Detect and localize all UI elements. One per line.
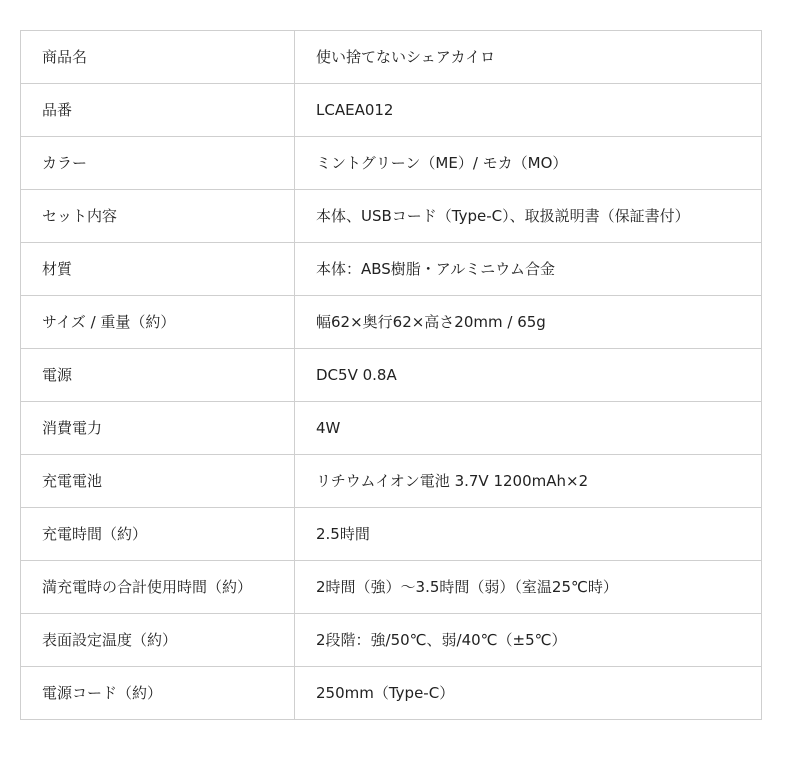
row-value: 幅62×奥行62×高さ20mm / 65g: [295, 296, 762, 349]
row-label: 満充電時の合計使用時間（約）: [21, 561, 295, 614]
table-row: [21, 614, 762, 667]
row-label: サイズ / 重量（約）: [21, 296, 295, 349]
row-label: 表面設定温度（約）: [21, 614, 295, 667]
row-value: DC5V 0.8A: [295, 349, 762, 402]
table-row: [21, 243, 762, 296]
row-label: 電源: [21, 349, 295, 402]
row-value: 2.5時間: [295, 508, 762, 561]
row-value: 使い捨てないシェアカイロ: [295, 31, 762, 84]
table-row: [21, 190, 762, 243]
table-row: [21, 508, 762, 561]
table-row: [21, 455, 762, 508]
row-label: 充電時間（約）: [21, 508, 295, 561]
row-label: 品番: [21, 84, 295, 137]
table-row: [21, 349, 762, 402]
row-label: 商品名: [21, 31, 295, 84]
row-value: LCAEA012: [295, 84, 762, 137]
table-row: [21, 561, 762, 614]
row-value: リチウムイオン電池 3.7V 1200mAh×2: [295, 455, 762, 508]
table-row: [21, 84, 762, 137]
table-row: [21, 137, 762, 190]
table-row: [21, 667, 762, 720]
row-label: 電源コード（約）: [21, 667, 295, 720]
row-value: ミントグリーン（ME）/ モカ（MO）: [295, 137, 762, 190]
row-label: カラー: [21, 137, 295, 190]
table-row: [21, 31, 762, 84]
row-label: 消費電力: [21, 402, 295, 455]
spec-table: [20, 30, 762, 720]
row-value: 2時間（強）〜3.5時間（弱）（室温25℃時）: [295, 561, 762, 614]
row-value: 本体、USBコード（Type-C）、取扱説明書（保証書付）: [295, 190, 762, 243]
row-value: 250mm（Type-C）: [295, 667, 762, 720]
table-row: [21, 402, 762, 455]
row-value: 本体：ABS樹脂・アルミニウム合金: [295, 243, 762, 296]
row-label: 充電電池: [21, 455, 295, 508]
row-value: 2段階：強/50℃、弱/40℃（±5℃）: [295, 614, 762, 667]
row-label: 材質: [21, 243, 295, 296]
row-value: 4W: [295, 402, 762, 455]
row-label: セット内容: [21, 190, 295, 243]
table-row: [21, 296, 762, 349]
